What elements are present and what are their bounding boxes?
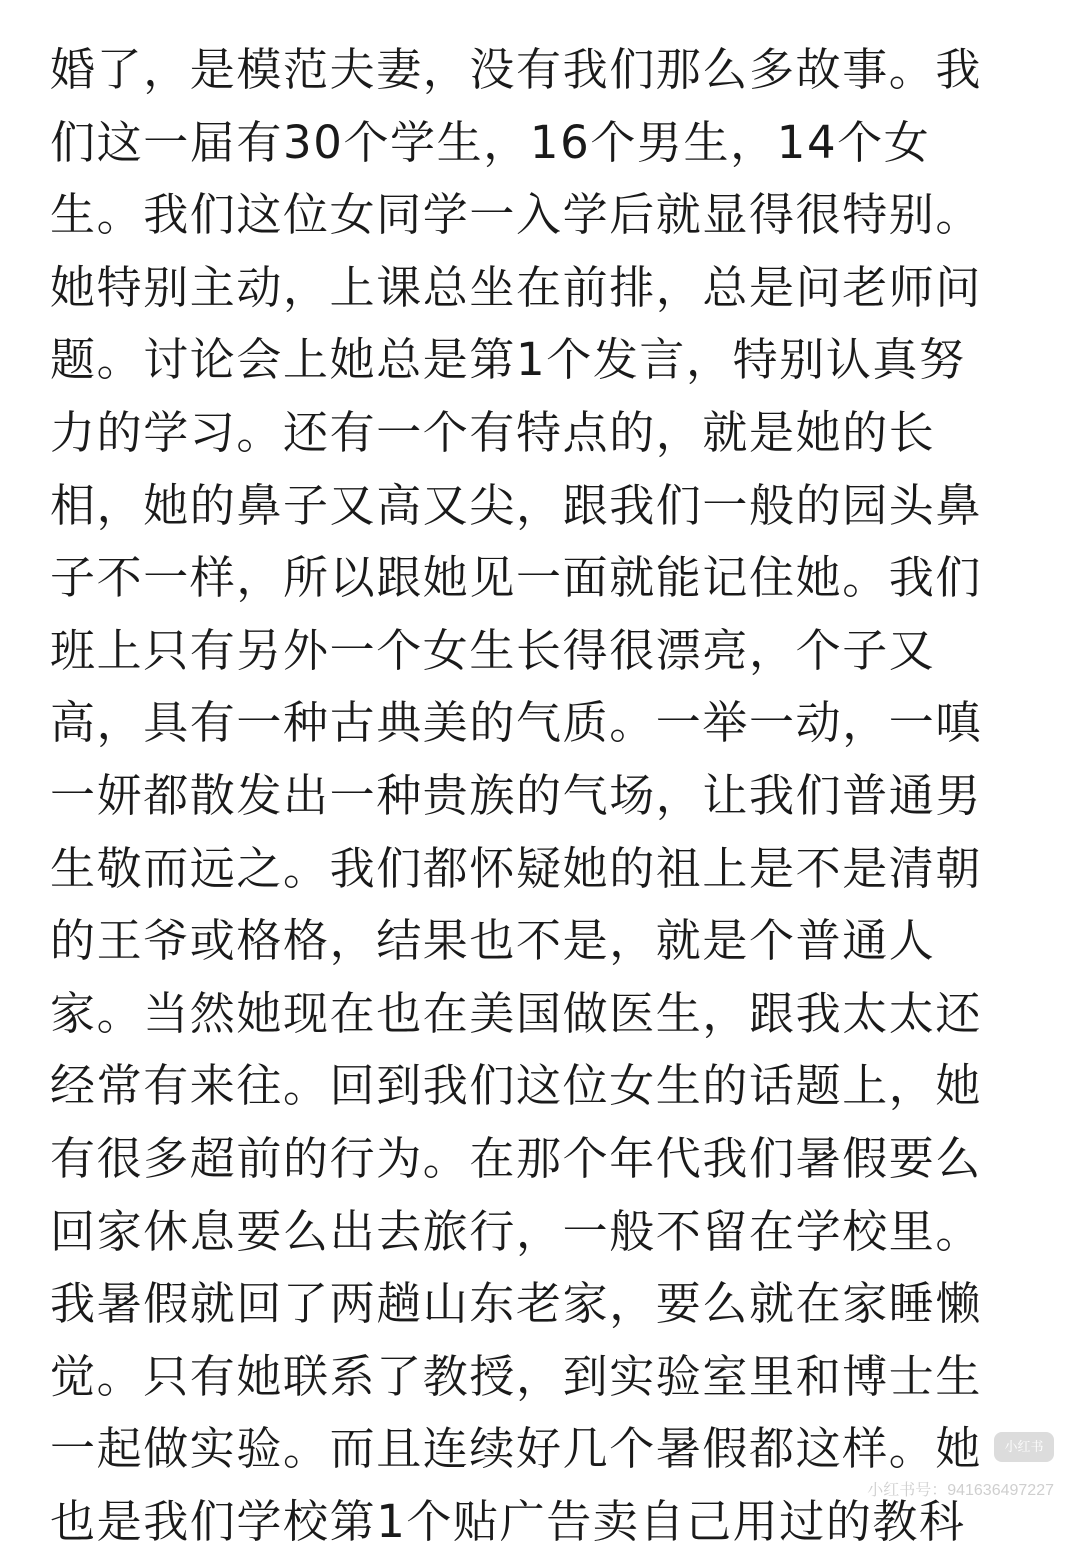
watermark [794,1430,1054,1500]
text-line: 回家休息要么出去旅行，一般不留在学校里。 [50,1204,983,1258]
text-line: 有很多超前的行为。在那个年代我们暑假要么 [50,1131,983,1185]
text-line: 高，具有一种古典美的气质。一举一动，一嗔 [50,696,983,750]
watermark-logo: 小红书 [994,1432,1054,1462]
text-line: 相，她的鼻子又高又尖，跟我们一般的园头鼻 [50,478,983,532]
text-line: 婚了，是模范夫妻，没有我们那么多故事。我 [50,43,983,96]
text-line: 她特别主动，上课总坐在前排，总是问老师问 [50,260,983,314]
text-line: 经常有来往。回到我们这位女生的话题上，她 [50,1059,983,1113]
text-line: 的王爷或格格，结果也不是，就是个普通人 [50,914,936,968]
text-line: 题。讨论会上她总是第1个发言，特别认真努 [50,333,966,387]
text-line: 生。我们这位女同学一入学后就显得很特别。 [50,188,983,242]
text-line: 生敬而远之。我们都怀疑她的祖上是不是清朝 [50,841,983,895]
text-line: 我暑假就回了两趟山东老家，要么就在家睡懒 [50,1277,983,1331]
text-line: 一起做实验。而且连续好几个暑假都这样。她 [50,1422,983,1476]
watermark-id: 小红书号：941636497227 [867,1482,1054,1499]
text-line: 班上只有另外一个女生长得很漂亮，个子又 [50,623,936,677]
article-body [50,34,1040,1558]
text-line: 一妍都散发出一种贵族的气场，让我们普通男 [50,768,983,822]
text-line: 家。当然她现在也在美国做医生，跟我太太还 [50,986,983,1040]
text-line: 们这一届有30个学生，16个男生，14个女 [50,115,931,169]
text-line: 觉。只有她联系了教授，到实验室里和博士生 [50,1349,983,1403]
text-line: 也是我们学校第1个贴广告卖自己用过的教科 [50,1494,966,1548]
text-line: 子不一样，所以跟她见一面就能记住她。我们 [50,551,983,605]
text-line: 力的学习。还有一个有特点的，就是她的长 [50,405,936,459]
